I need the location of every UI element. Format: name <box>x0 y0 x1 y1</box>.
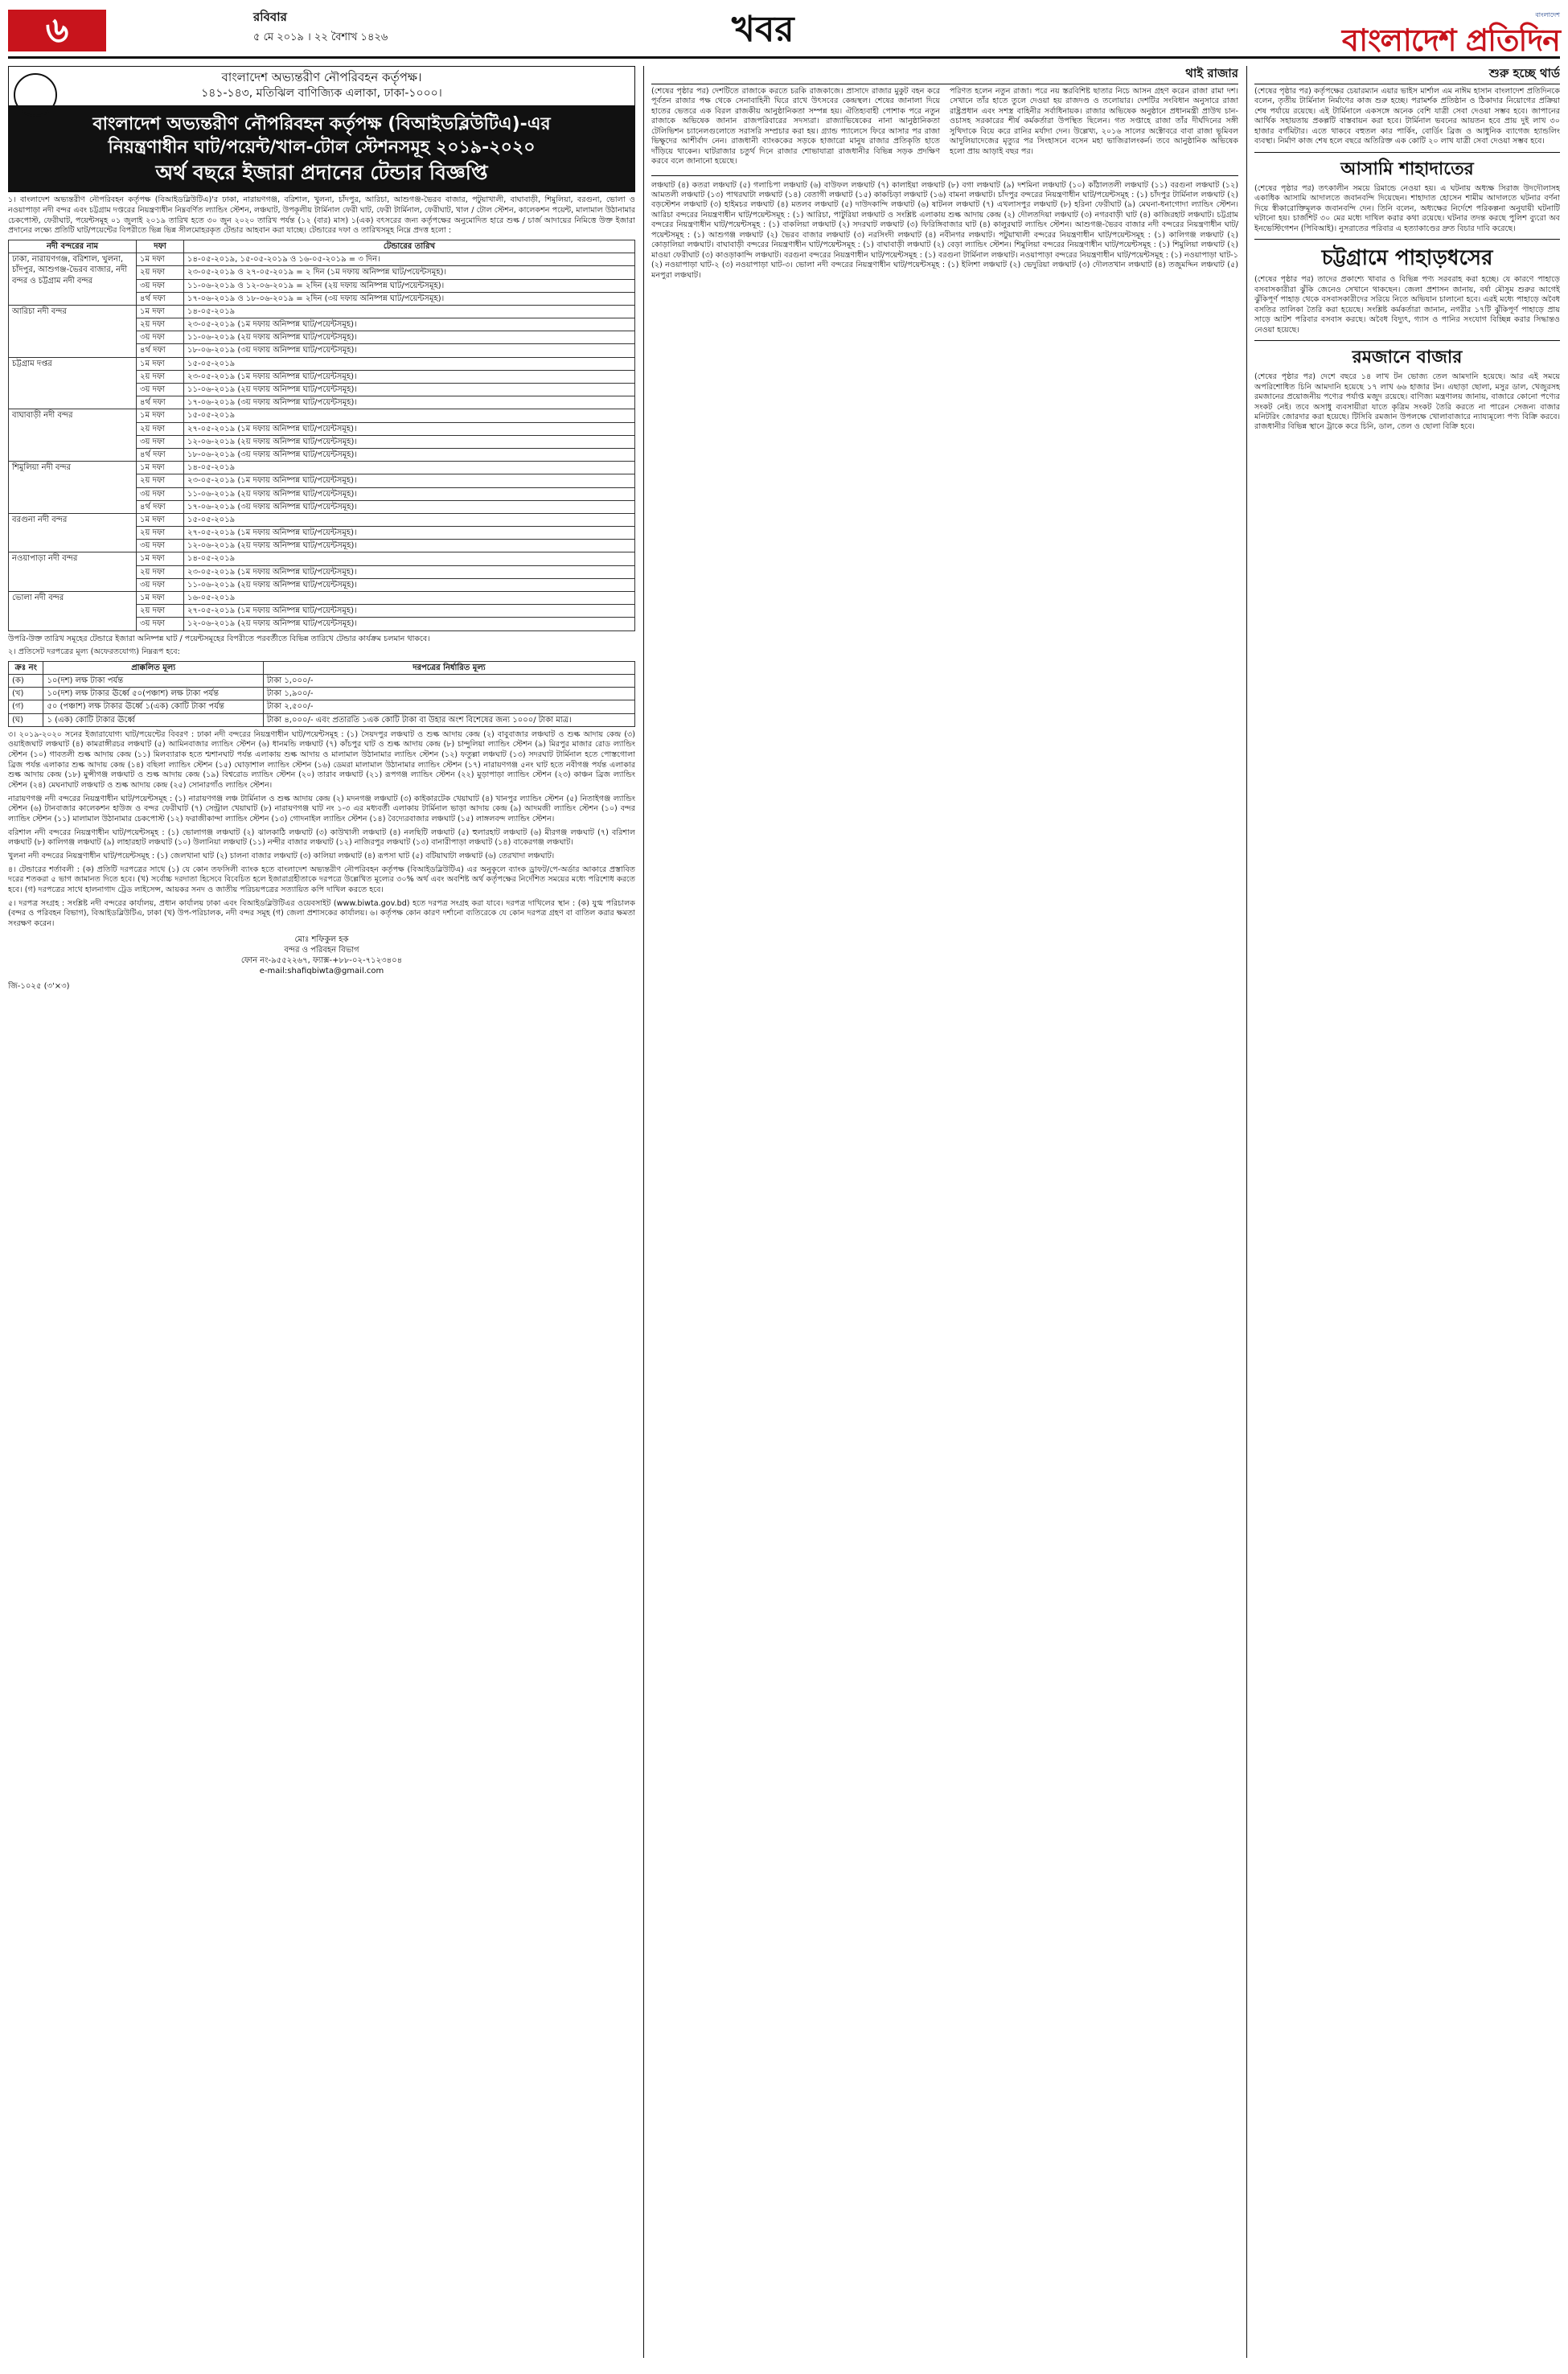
price-header: প্রাক্কলিত মূল্য <box>43 661 263 674</box>
schedule-port: শিমুলিয়া নদী বন্দর <box>9 462 137 514</box>
schedule-phase: ৪র্থ দফা <box>137 396 184 409</box>
schedule-phase: ১ম দফা <box>137 592 184 605</box>
tender-terms: ৪। টেন্ডারের শর্তাবলী : (ক) প্রতিটি দরপত্রের সাথে (১) যে কোন তফসিলী ব্যাংক হতে বাংলাদেশ অভ্যন্তরীণ নৌপরিবহন কর্তৃপক্ষ (বিআইডব্লিউটিএ) এর অনুকূলে ব্যাংক ড্রাফট/পে-অর্ডার আকারে প্রস্তাবিত দরের শতকরা ৫ ভাগ জামানত দিতে হবে। (খ) সর্বোচ্চ দরদাতা হিসেবে বিবেচিত হলে ইজারাগ্রহীতাকে দরপত্রে উল্লেখিত মূল্যের ৩০% অর্থ এবং অবশিষ্ট অর্থ কর্তৃপক্ষের নির্দেশিত সময়ের মধ্যে পরিশোধ করতে হবে। (গ) দরপত্রের সাথে হালনাগাদ ট্রেড লাইসেন্স, আয়কর সনদ ও জাতীয় পরিচয়পত্রের সত্যায়িত কপি দাখিল করতে হবে। <box>8 865 635 895</box>
schedule-date: ১৪-০৫-২০১৯ <box>184 305 635 318</box>
tender-collection: ৫। দরপত্র সংগ্রহ : সংশ্লিষ্ট নদী বন্দরের কার্যালয়, প্রধান কার্যালয় ঢাকা এবং বিআইডব্লিউটিএর ওয়েবসাইট (www.biwta.gov.bd) হতে দরপত্র সংগ্রহ করা যাবে। দরপত্র দাখিলের স্থান : (ক) যুগ্ম পরিচালক (বন্দর ও পরিবহন বিভাগ), বিআইডব্লিউটিএ, ঢাকা (খ) উপ-পরিচালক, নদী বন্দর সমূহ (গ) জেলা প্রশাসকের কার্যালয়। ৬। কর্তৃপক্ষ কোন কারণ দর্শানো ব্যতিরেকে যে কোন দরপত্র গ্রহণ বা বাতিল করার ক্ষমতা সংরক্ষণ করেন। <box>8 898 635 928</box>
schedule-date: ২৩-০৫-২০১৯ (১ম দফায় অনিষ্পন্ন ঘাট/পয়েন্টসমূহ)। <box>184 318 635 331</box>
middle-column <box>651 66 1238 2358</box>
schedule-port: চট্টগ্রাম দপ্তর <box>9 357 137 409</box>
tender-schedule-table <box>8 240 635 631</box>
price-row <box>9 675 635 688</box>
price-header: ক্রঃ নং <box>9 661 43 674</box>
schedule-date: ২৭-০৫-২০১৯ (১ম দফায় অনিষ্পন্ন ঘাট/পয়েন্টসমূহ)। <box>184 422 635 435</box>
schedule-header: নদী বন্দরের নাম <box>9 240 137 253</box>
schedule-date: ২৭-০৫-২০১৯ (১ম দফায় অনিষ্পন্ন ঘাট/পয়েন্টসমূহ)। <box>184 527 635 540</box>
signatory-name: মোঃ শফিকুল হক <box>294 934 349 944</box>
schedule-phase: ২য় দফা <box>137 605 184 618</box>
tender-intro: ১। বাংলাদেশ অভ্যন্তরীণ নৌপরিবহন কর্তৃপক্ষ (বিআইডব্লিউটিএ)'র ঢাকা, নারায়ণগঞ্জ, বরিশাল, খুলনা, চাঁদপুর, আরিচা, আশুগঞ্জ-ভৈরব বাজার, পটুয়াখালী, বাঘাবাড়ী, শিমুলিয়া, বরগুনা, ভোলা ও নওয়াপাড়া নদী বন্দর এবং চট্টগ্রাম দপ্তরের নিয়ন্ত্রণাধীন নিম্নবর্ণিত ল্যান্ডিং স্টেশন, লঞ্চঘাট, উপকূলীয় টার্মিনাল ফেরী ঘাট, ফেরী টার্মিনাল, ফেরীঘাট, খাল / টোল স্টেশন, কালেকশন পয়েন্ট, মালামাল উঠানামার চেকপোস্ট, ফেরীঘাট, পয়েন্টসমূহ ০১ জুলাই ২০১৯ তারিখ হতে ৩০ জুন ২০২০ তারিখ পর্যন্ত (১২ (বার) মাস) ১(এক) বৎসরের জন্য কর্তৃপক্ষের অনুমোদিত হারে শুল্ক / চার্জ আদায়ের নিমিত্তে উক্ত ইজারা প্রদানের লক্ষ্যে প্রতিটি ঘাট/পয়েন্টের বিপরীতে ভিন্ন ভিন্ন সীলমোহরকৃত টেন্ডার আহবান করা যাচ্ছে। টেন্ডারের দফা ও তারিখসমূহ নিম্নে প্রদত্ত হলো : <box>8 195 635 236</box>
story-kicker-third-terminal[interactable]: শুরু হচ্ছে থার্ড <box>1254 66 1560 84</box>
schedule-note: উপরি-উক্ত তারিখ সমূহের টেন্ডারে ইজারা অনিষ্পন্ন ঘাট / পয়েন্টসমূহের বিপরীতে পরবর্তীতে বিভিন্ন তারিখে টেন্ডার কার্যক্রম চলমান থাকবে। <box>8 634 430 643</box>
price-amount: টাকা ২,৫০০/- <box>263 700 634 713</box>
schedule-row <box>9 409 635 422</box>
schedule-date: ২৩-০৫-২০১৯ (১ম দফায় অনিষ্পন্ন ঘাট/পয়েন্টসমূহ)। <box>184 565 635 578</box>
schedule-phase: ২য় দফা <box>137 370 184 383</box>
tender-signature <box>8 934 635 977</box>
right-column <box>1254 66 1560 2358</box>
newspaper-logo[interactable] <box>1342 11 1560 60</box>
schedule-phase: ২য় দফা <box>137 565 184 578</box>
story-ctg-landslide: (শেষের পৃষ্ঠার পর) তাদের প্রকাশ্যে খাবার ও বিভিন্ন পণ্য সরবরাহ করা হচ্ছে। যে কারণে পাহাড়ে বসবাসকারীরা ঝুঁকি জেনেও সেখানে থাকছেন। জেলা প্রশাসন জানায়, বর্ষা মৌসুম শুরুর আগেই ঝুঁকিপূর্ণ পাহাড় থেকে বসবাসকারীদের সরিয়ে নিতে অভিযান চালানো হবে। এরই মধ্যে পাহাড়ে অবৈধ বসতির তালিকা তৈরি করা হয়েছে। সংশ্লিষ্ট কর্মকর্তারা জানান, নগরীর ১৭টি ঝুঁকিপূর্ণ পাহাড়ে প্রায় সাড়ে আটশ পরিবার বসবাস করছে। অবৈধ বিদ্যুৎ, গ্যাস ও পানির সংযোগ বিচ্ছিন্ন করার সিদ্ধান্তও নেওয়া হয়েছে। <box>1254 275 1560 335</box>
divider <box>1254 239 1560 240</box>
schedule-date: ১৮-০৬-২০১৯ (৩য় দফায় অনিষ্পন্ন ঘাট/পয়েন্টসমূহ)। <box>184 344 635 357</box>
schedule-port: ভোলা নদী বন্দর <box>9 592 137 631</box>
schedule-row <box>9 357 635 370</box>
schedule-date: ১৭-০৬-২০১৯ (৩য় দফায় অনিষ্পন্ন ঘাট/পয়েন্টসমূহ)। <box>184 500 635 513</box>
price-amount: টাকা ১,৯০০/- <box>263 688 634 700</box>
schedule-phase: ৩য় দফা <box>137 540 184 552</box>
schedule-header: দফা <box>137 240 184 253</box>
price-estimate: ১ (এক) কোটি টাকার ঊর্ধ্বে <box>43 713 263 726</box>
schedule-phase: ১ম দফা <box>137 513 184 526</box>
divider <box>651 175 1238 176</box>
schedule-date: ২৭-০৫-২০১৯ (১ম দফায় অনিষ্পন্ন ঘাট/পয়েন্টসমূহ)। <box>184 605 635 618</box>
price-header: দরপত্রের নির্ধারিত মূল্য <box>263 661 634 674</box>
column-divider <box>1246 66 1247 2358</box>
tender-title-line2: নিয়ন্ত্রণাধীন ঘাট/পয়েন্ট/খাল-টোল স্টেশনসমূহ ২০১৯-২০২০ <box>108 138 536 158</box>
price-amount: টাকা ১,০০০/- <box>263 675 634 688</box>
headline-ctg-landslide[interactable]: চট্টগ্রামে পাহাড়ধসের <box>1321 245 1493 270</box>
price-estimate: ১০(দশ) লক্ষ টাকার ঊর্ধ্বে ৫০(পঞ্চাশ) লক্ষ টাকা পর্যন্ত <box>43 688 263 700</box>
tender-address: ১৪১-১৪৩, মতিঝিল বাণিজ্যিক এলাকা, ঢাকা-১০০০। <box>201 86 442 100</box>
schedule-date: ১১-০৬-২০১৯ (২য় দফায় অনিষ্পন্ন ঘাট/পয়েন্টসমূহ)। <box>184 578 635 591</box>
tender-notice <box>8 66 635 2358</box>
schedule-row <box>9 592 635 605</box>
story-kicker-thai-king[interactable]: থাই রাজার <box>651 66 1238 84</box>
schedule-row <box>9 462 635 474</box>
story-ramadan-market: (শেষের পৃষ্ঠার পর) দেশে বছরে ১৪ লাখ টন ভোজ্য তেল আমদানি হয়েছে। আর এই সময়ে অপরিশোধিত চিনি আমদানি হয়েছে ১৭ লাখ ৬৬ হাজার টন। এছাড়া ছোলা, মসুর ডাল, খেজুরসহ রমজানের প্রয়োজনীয় পণ্যের পর্যাপ্ত মজুদ রয়েছে। বাণিজ্য মন্ত্রণালয় জানায়, বাজারে কোনো পণ্যের সংকট নেই। তবে অসাধু ব্যবসায়ীরা যাতে কৃত্রিম সংকট তৈরি করতে না পারেন সেজন্য বাজার মনিটরিং জোরদার করা হয়েছে। টিসিবি রমজান উপলক্ষে খোলাবাজারে ন্যায্যমূল্যে পণ্য বিক্রি করবে। রাজধানীর বিভিন্ন স্থানে ট্রাকে করে চিনি, ডাল, তেল ও ছোলা বিক্রি হবে। <box>1254 372 1560 432</box>
schedule-date: ২৩-০৫-২০১৯ (১ম দফায় অনিষ্পন্ন ঘাট/পয়েন্টসমূহ)। <box>184 474 635 487</box>
schedule-phase: ২য় দফা <box>137 266 184 279</box>
schedule-phase: ৪র্থ দফা <box>137 448 184 461</box>
tender-ref <box>8 981 635 992</box>
schedule-date: ১১-০৬-২০১৯ ও ১২-০৬-২০১৯ = ২দিন (২য় দফায় অনিষ্পন্ন ঘাট/পয়েন্টসমূহ)। <box>184 279 635 292</box>
tender-body-khulna: খুলনা নদী বন্দরের নিয়ন্ত্রণাধীন ঘাট/পয়েন্টসমূহ : (১) জেলখানা ঘাট (২) চালনা বাজার লঞ্চঘাট (৩) কালিয়া লঞ্চঘাট (৪) রূপসা ঘাট (৫) বটিয়াঘাটা লঞ্চঘাট (৬) তেরখাদা লঞ্চঘাট। <box>8 852 555 861</box>
price-amount: টাকা ৪,০০০/- এবং প্রতারতি ১এক কোটি টাকা বা উহার অংশ বিশেষের জন্য ১০০০/ টাকা মাত্র। <box>263 713 634 726</box>
tender-header <box>8 66 635 106</box>
schedule-phase: ৩য় দফা <box>137 279 184 292</box>
gd-ref: জি-১০২৫ (৩'×৩) <box>8 982 70 992</box>
schedule-date: ১২-০৬-২০১৯ (২য় দফায় অনিষ্পন্ন ঘাট/পয়েন্টসমূহ)। <box>184 540 635 552</box>
schedule-date: ১৭-০৬-২০১৯ (৩য় দফায় অনিষ্পন্ন ঘাট/পয়েন্টসমূহ)। <box>184 396 635 409</box>
tender-body-narayanganj: নারায়ণগঞ্জ নদী বন্দরের নিয়ন্ত্রণাধীন ঘাট/পয়েন্টসমূহ : (১) নারায়ণগঞ্জ লঞ্চ টার্মিনাল ও শুল্ক আদায় কেন্দ্র (২) মদনগঞ্জ লঞ্চঘাট (৩) কাইকারটেক খেয়াঘাট (৪) খানপুর ল্যান্ডিং স্টেশন (৫) নিতাইগঞ্জ ল্যান্ডিং স্টেশন (৬) টানবাজার কালেকশন হাউজ ও বন্দর ফেরীঘাট (৭) সেন্ট্রাল খেয়াঘাট (৮) নারায়ণগঞ্জ ঘাট নং ১-৩ এর মধ্যবর্তী এলাকায় টার্মিনাল ভাড়া আদায় কেন্দ্র (৯) আদমজী ল্যান্ডিং স্টেশন (১০) বন্দর ল্যান্ডিং স্টেশন (১১) মালামাল উঠানামার চেকপোস্ট (১২) ফরাজীকান্দা ল্যান্ডিং স্টেশন (১৩) গোদনাইল ল্যান্ডিং স্টেশন (১৪) বৈদ্যেরবাজার লঞ্চঘাট (১৫) লাঙ্গলবন্দ ল্যান্ডিং স্টেশন। <box>8 794 635 824</box>
schedule-phase: ৩য় দফা <box>137 578 184 591</box>
schedule-date: ১২-০৬-২০১৯ (২য় দফায় অনিষ্পন্ন ঘাট/পয়েন্টসমূহ)। <box>184 435 635 448</box>
divider <box>1254 152 1560 153</box>
schedule-port: আরিচা নদী বন্দর <box>9 305 137 357</box>
logo-name: বাংলাদেশ প্রতিদিন <box>1341 21 1560 58</box>
schedule-row <box>9 253 635 266</box>
issue-day: রবিবার <box>253 10 287 24</box>
schedule-date: ১১-০৬-২০১৯ (২য় দফায় অনিষ্পন্ন ঘাট/পয়েন্টসমূহ)। <box>184 487 635 500</box>
schedule-port: ঢাকা, নারায়ণগঞ্জ, বরিশাল, খুলনা, চাঁদপুর, আশুগঞ্জ-ভৈরব বাজার, নদী বন্দর ও চট্টগ্রাম নদী বন্দর <box>9 253 137 306</box>
schedule-phase: ৩য় দফা <box>137 487 184 500</box>
masthead <box>8 6 1560 59</box>
schedule-date: ১৭-০৬-২০১৯ ও ১৮-০৬-২০১৯ = ২দিন (৩য় দফায় অনিষ্পন্ন ঘাট/পয়েন্টসমূহ)। <box>184 292 635 305</box>
schedule-date: ১৪-০৫-২০১৯ <box>184 462 635 474</box>
schedule-phase: ২য় দফা <box>137 527 184 540</box>
tender-org: বাংলাদেশ অভ্যন্তরীণ নৌপরিবহন কর্তৃপক্ষ। <box>221 70 422 84</box>
tender-title-line3: অর্থ বছরে ইজারা প্রদানের টেন্ডার বিজ্ঞপ্তি <box>155 161 488 185</box>
schedule-phase: ৪র্থ দফা <box>137 500 184 513</box>
headline-accused-shahadat[interactable]: আসামি শাহাদাতের <box>1340 158 1474 179</box>
price-serial: (গ) <box>9 700 43 713</box>
price-estimate: ৫০ (পঞ্চাশ) লক্ষ টাকার ঊর্ধ্বে ১(এক) কোটি টাকা পর্যন্ত <box>43 700 263 713</box>
schedule-port: বাঘাবাড়ী নদী বন্দর <box>9 409 137 462</box>
schedule-phase: ৩য় দফা <box>137 384 184 396</box>
thai-king-story <box>651 87 1238 170</box>
schedule-port: বরগুনা নদী বন্দর <box>9 513 137 552</box>
thai-king-col2: পরিণত হলেন নতুন রাজা। পরে নয় স্তরবিশিষ্ট ছাতার নিচে আসন গ্রহণ করেন রাজা রামা দশ। সেখানে তাঁর হাতে তুলে দেওয়া হয় রাজদণ্ড ও তলোয়ার। দেশটির সংবিধান অনুসারে রাজা রাষ্ট্রপ্রধান এবং সশস্ত্র বাহিনীর সর্বাধিনায়ক। রাজার অভিষেক অনুষ্ঠানে প্রধানমন্ত্রী প্রাউথ চান-ওচাসহ সরকারের শীর্ষ কর্মকর্তারা উপস্থিত ছিলেন। গত সপ্তাহে রাজা তাঁর দীর্ঘদিনের সঙ্গী সুথিদাকে বিয়ে করে রানির মর্যাদা দেন। উল্লেখ্য, ২০১৬ সালের অক্টোবরে বাবা রাজা ভূমিবল আদুলিয়াদেজের মৃত্যুর পর সিংহাসনে বসেন মহা ভাজিরালংকর্ন। তবে আনুষ্ঠানিক অভিষেক হলো প্রায় আড়াই বছর পর। <box>950 86 1238 156</box>
schedule-phase: ৩য় দফা <box>137 331 184 344</box>
price-row <box>9 688 635 700</box>
story-accused-shahadat: (শেষের পৃষ্ঠার পর) তৎকালীন সময়ে রিমান্ডে নেওয়া হয়। এ ঘটনায় অধ্যক্ষ সিরাজ উদদৌলাসহ একাধিক আসামি আদালতে জবানবন্দি দিয়েছেন। শাহাদাত হোসেন শামীম আদালতে ঘটনার বর্ণনা দিয়ে স্বীকারোক্তিমূলক জবানবন্দি দেন। তিনি বলেন, অধ্যক্ষের নির্দেশে পরিকল্পনা অনুযায়ী ঘটনাটি ঘটানো হয়। চার্জশিট ৩০ মের মধ্যে দাখিল করার কথা রয়েছে। ঘটনার তদন্ত করছে পুলিশ ব্যুরো অব ইনভেস্টিগেশন (পিবিআই)। নুসরাতের পরিবার এ হত্যাকাণ্ডের দ্রুত বিচার দাবি করেছে। <box>1254 183 1560 233</box>
signatory-phone: ফোন নং-৯৫৫২২৬৭, ফ্যাক্স-+৮৮-০২-৭১২৩৪০৪ <box>240 956 403 966</box>
schedule-date: ১৫-০৫-২০১৯ <box>184 513 635 526</box>
schedule-phase: ২য় দফা <box>137 474 184 487</box>
schedule-phase: ৪র্থ দফা <box>137 344 184 357</box>
issue-date: ৫ মে ২০১৯ । ২২ বৈশাখ ১৪২৬ <box>253 31 388 43</box>
thai-king-col1: (শেষের পৃষ্ঠার পর) দেশটিতে রাজাকে করতে চরকি রাজকাজে। প্রাসাদে রাজার মুকুট বহন করে পূর্বতন রাজার পক্ষ থেকে সেনাবাহিনী ঘিরে রাখে উৎসবের কেন্দ্রস্থল। শেষের জানালা দিয়ে হাতের ভেতরে এক বিরল রাজকীয় আনুষ্ঠানিকতা সম্পন্ন হয়। ঐতিহ্যবাহী পোশাক পরে নতুন রাজাকে অভিষেক জানান রাজপরিবারের সদস্যরা। রাজ্যাভিষেকের নানা আনুষ্ঠানিকতা টেলিভিশন চ্যানেলগুলোতে সরাসরি সম্প্রচার করা হয়। গ্র্যান্ড প্যালেসে ফিরে আসার পর রাজা ভিক্ষুদের আশীর্বাদ নেন। রাজধানী ব্যাংককের সড়কে হাজারো মানুষ রাজার প্রতিকৃতি হাতে দাঁড়িয়ে থাকেন। ঘাটরাজার চতুর্থ দিনে রাজার শোভাযাত্রা রাজধানীর বিভিন্ন সড়ক প্রদক্ষিণ করবে বলে জানানো হয়েছে। <box>651 86 940 166</box>
schedule-row <box>9 552 635 565</box>
signatory-title: বন্দর ও পরিবহন বিভাগ <box>284 945 359 955</box>
price-intro: ২। প্রতিসেট দরপত্রের মূল্য (অফেরতযোগ্য) নিম্নরূপ হবে: <box>8 647 180 657</box>
tender-title-banner <box>8 106 635 192</box>
schedule-phase: ১ম দফা <box>137 552 184 565</box>
price-serial: (ঘ) <box>9 713 43 726</box>
price-serial: (ক) <box>9 675 43 688</box>
schedule-phase: ২য় দফা <box>137 318 184 331</box>
schedule-phase: ১ম দফা <box>137 409 184 422</box>
schedule-date: ১৮-০৬-২০১৯ (৩য় দফায় অনিষ্পন্ন ঘাট/পয়েন্টসমূহ)। <box>184 448 635 461</box>
schedule-date: ১২-০৬-২০১৯ (২য় দফায় অনিষ্পন্ন ঘাট/পয়েন্টসমূহ)। <box>184 618 635 630</box>
price-row <box>9 713 635 726</box>
schedule-header: টেন্ডারের তারিখ <box>184 240 635 253</box>
tender-body-barishal: বরিশাল নদী বন্দরের নিয়ন্ত্রণাধীন ঘাট/পয়েন্টসমূহ : (১) ভোলাগঞ্জ লঞ্চঘাট (২) ঝালকাঠি লঞ্চঘাট (৩) কাউখালী লঞ্চঘাট (৪) নলছিটি লঞ্চঘাট (৫) হুলারহাট লঞ্চঘাট (৬) মীরগঞ্জ লঞ্চঘাট (৭) বরিশাল লঞ্চঘাট (৮) কালিগঞ্জ লঞ্চঘাট (৯) লাহারহাট লঞ্চঘাট (১০) উলানিয়া লঞ্চঘাট (১১) নন্দীর বাজার লঞ্চঘাট (১২) নাজিরপুর লঞ্চঘাট (১৩) বানারীপাড়া লঞ্চঘাট (১৪) বাকেরগঞ্জ লঞ্চঘাট। <box>8 828 635 848</box>
price-serial: (খ) <box>9 688 43 700</box>
schedule-row <box>9 305 635 318</box>
tender-list-continued: লঞ্চঘাট (৪) কতরা লঞ্চঘাট (৫) গলাচিপা লঞ্চঘাট (৬) বাউফল লঞ্চঘাট (৭) কালাইয়া লঞ্চঘাট (৮) বগা লঞ্চঘাট (৯) দশমিনা লঞ্চঘাট (১০) কাঁঠালতলী লঞ্চঘাট (১১) বরগুনা লঞ্চঘাট (১২) আমতলী লঞ্চঘাট (১৩) পাথরঘাটা লঞ্চঘাট (১৪) বেতাগী লঞ্চঘাট (১৫) কাকচিড়া লঞ্চঘাট (১৬) বামনা লঞ্চঘাট। চাঁদপুর বন্দরের নিয়ন্ত্রণাধীন ঘাট/পয়েন্টসমূহ : (১) চাঁদপুর টার্মিনাল লঞ্চঘাট (২) বড়স্টেশন লঞ্চঘাট (৩) হাইমচর লঞ্চঘাট (৪) মতলব লঞ্চঘাট (৫) দাউদকান্দি লঞ্চঘাট (৬) ষাটনল লঞ্চঘাট (৭) এখলাসপুর লঞ্চঘাট (৮) হরিনা ফেরীঘাট (৯) মেঘনা-ধনাগোদা ল্যান্ডিং স্টেশন। আরিচা বন্দরের নিয়ন্ত্রণাধীন ঘাট/পয়েন্টসমূহ : (১) আরিচা, পাটুরিয়া লঞ্চঘাট ও সংশ্লিষ্ট এলাকায় শুল্ক আদায় কেন্দ্র (২) দৌলতদিয়া লঞ্চঘাট (৩) নগরবাড়ী ঘাট (৪) কাজিরহাট লঞ্চঘাট। চট্টগ্রাম বন্দরের নিয়ন্ত্রণাধীন ঘাট/পয়েন্টসমূহ : (১) বাকলিয়া লঞ্চঘাট (২) সদরঘাট লঞ্চঘাট (৩) ফিরিঙ্গিবাজার ঘাট (৪) কালুরঘাট ল্যান্ডিং স্টেশন। আশুগঞ্জ-ভৈরব বাজার নদী বন্দরের নিয়ন্ত্রণাধীন ঘাট/পয়েন্টসমূহ : (১) আশুগঞ্জ লঞ্চঘাট (২) ভৈরব বাজার লঞ্চঘাট (৩) নরসিংদী লঞ্চঘাট (৪) নবীনগর লঞ্চঘাট। পটুয়াখালী বন্দরের নিয়ন্ত্রণাধীন ঘাট/পয়েন্টসমূহ : (১) কালিগঞ্জ লঞ্চঘাট (২) কোড়ালিয়া লঞ্চঘাট। বাঘাবাড়ী বন্দরের নিয়ন্ত্রণাধীন ঘাট/পয়েন্টসমূহ : (১) বাঘাবাড়ী লঞ্চঘাট (২) বেড়া ল্যান্ডিং স্টেশন। শিমুলিয়া বন্দরের নিয়ন্ত্রণাধীন ঘাট/পয়েন্টসমূহ : (১) শিমুলিয়া লঞ্চঘাট (২) মাওয়া ফেরীঘাট (৩) কাওড়াকান্দি লঞ্চঘাট। বরগুনা বন্দরের নিয়ন্ত্রণাধীন ঘাট/পয়েন্টসমূহ : (১) বরগুনা টার্মিনাল লঞ্চঘাট। নওয়াপাড়া বন্দরের নিয়ন্ত্রণাধীন ঘাট/পয়েন্টসমূহ : (১) নওয়াপাড়া ঘাট-১ (২) নওয়াপাড়া ঘাট-২ (৩) নওয়াপাড়া ঘাট-৩। ভোলা নদী বন্দরের নিয়ন্ত্রণাধীন ঘাট/পয়েন্টসমূহ : (১) ইলিশা লঞ্চঘাট (২) ভেদুরিয়া লঞ্চঘাট (৩) দৌলতখান লঞ্চঘাট (৪) তজুমদ্দিন লঞ্চঘাট (৫) মনপুরা লঞ্চঘাট। <box>651 180 1238 280</box>
story-third-terminal: (শেষের পৃষ্ঠার পর) কর্তৃপক্ষের চেয়ারম্যান এয়ার ভাইস মার্শাল এম নাঈম হাসান বাংলাদেশ প্রতিদিনকে বলেন, তৃতীয় টার্মিনাল নির্মাণের কাজ শুরু হচ্ছে। পরামর্শক প্রতিষ্ঠান ও ঠিকাদার নিয়োগের প্রক্রিয়া শেষ পর্যায়ে রয়েছে। এই টার্মিনালে একসঙ্গে অনেক বেশি যাত্রী সেবা দেওয়া সম্ভব হবে। জাপানের আর্থিক সহায়তায় প্রকল্পটি বাস্তবায়ন করা হবে। টার্মিনাল ভবনের আয়তন হবে প্রায় দুই লাখ ৩০ হাজার বর্গমিটার। এতে থাকবে বহুতল কার পার্কিং, বোর্ডিং ব্রিজ ও আধুনিক ব্যাগেজ হ্যান্ডলিং ব্যবস্থা। নির্মাণ কাজ শেষ হলে বছরে অতিরিক্ত এক কোটি ২০ লাখ যাত্রী সেবা দেওয়া সম্ভব হবে। <box>1254 86 1560 146</box>
price-row <box>9 700 635 713</box>
schedule-phase: ৩য় দফা <box>137 618 184 630</box>
schedule-date: ১৫-০৫-২০১৯ <box>184 409 635 422</box>
biwta-emblem-icon <box>14 73 57 117</box>
price-estimate: ১০(দশ) লক্ষ টাকা পর্যন্ত <box>43 675 263 688</box>
tender-price-table <box>8 661 635 727</box>
schedule-date: ২৩-০৫-২০১৯ ও ২৭-০৫-২০১৯ = ২ দিন (১ম দফায় অনিষ্পন্ন ঘাট/পয়েন্টসমূহ)। <box>184 266 635 279</box>
schedule-date: ১১-০৬-২০১৯ (২য় দফায় অনিষ্পন্ন ঘাট/পয়েন্টসমূহ)। <box>184 384 635 396</box>
logo-tag: বাংলাদেশ <box>1535 11 1560 18</box>
schedule-date: ১৫-০৫-২০১৯ <box>184 357 635 370</box>
schedule-date: ১৬-০৫-২০১৯ <box>184 592 635 605</box>
schedule-phase: ১ম দফা <box>137 305 184 318</box>
schedule-phase: ১ম দফা <box>137 357 184 370</box>
schedule-port: নওয়াপাড়া নদী বন্দর <box>9 552 137 592</box>
column-divider <box>643 66 644 2358</box>
signatory-email[interactable]: e-mail:shafiqbiwta@gmail.com <box>259 967 384 976</box>
schedule-phase: ২য় দফা <box>137 422 184 435</box>
schedule-phase: ৪র্থ দফা <box>137 292 184 305</box>
schedule-row <box>9 513 635 526</box>
tender-body-dhaka: ৩। ২০১৯-২০২০ সনের ইজারাযোগ্য ঘাট/পয়েন্টের বিবরণ : ঢাকা নদী বন্দরের নিয়ন্ত্রণাধীন ঘাট/পয়েন্টসমূহ : (১) সৈয়দপুর লঞ্চঘাট ও শুল্ক আদায় কেন্দ্র (২) বাবুবাজার লঞ্চঘাট ও শুল্ক আদায় কেন্দ্র (৩) ওয়াইজঘাট লঞ্চঘাট (৪) কামরাঙ্গীরচর লঞ্চঘাট (৫) আমিনবাজার ল্যান্ডিং স্টেশন (৬) ধানমন্ডি লঞ্চঘাট (৭) কাঁচপুর ঘাট ও শুল্ক আদায় কেন্দ্র (৮) চান্দুলিয়া ল্যান্ডিং স্টেশন (৯) মিরপুর মাজার রোড ল্যান্ডিং স্টেশন (১০) গাবতলী শুল্ক আদায় কেন্দ্র (১১) মিলব্যারাক হতে শ্মশানঘাট পর্যন্ত এলাকায় শুল্ক আদায় ও মালামাল উঠানামার ল্যান্ডিং স্টেশন (১২) ফতুল্লা লঞ্চঘাট (১৩) সদরঘাট টার্মিনাল হতে পোস্তগোলা ব্রিজ পর্যন্ত এলাকার শুল্ক আদায় কেন্দ্র (১৪) বছিলা ল্যান্ডিং স্টেশন (১৫) ঘোড়াশাল ল্যান্ডিং স্টেশন (১৬) ডেমরা মালামাল উঠানামার ল্যান্ডিং স্টেশন (১৭) নারায়ণগঞ্জ ৫নং ঘাট হতে নবীগঞ্জ পর্যন্ত এলাকার শুল্ক আদায় কেন্দ্র (১৮) মুন্সীগঞ্জ লঞ্চঘাট ও শুল্ক আদায় কেন্দ্র (১৯) বিশ্বরোড ল্যান্ডিং স্টেশন (২০) তারাব লঞ্চঘাট (২১) রূপগঞ্জ ল্যান্ডিং স্টেশন (২২) মুড়াপাড়া ল্যান্ডিং স্টেশন (২৩) কাঞ্চন ব্রিজ ল্যান্ডিং স্টেশন (২৪) মেঘনাঘাট লঞ্চঘাট ও শুল্ক আদায় কেন্দ্র (২৫) সোনারগাঁও ল্যান্ডিং স্টেশন। <box>8 729 635 791</box>
schedule-date: ১৪-০৫-২০১৯ <box>184 552 635 565</box>
schedule-phase: ১ম দফা <box>137 253 184 266</box>
section-title: খবর <box>732 9 794 50</box>
schedule-phase: ৩য় দফা <box>137 435 184 448</box>
divider <box>1254 340 1560 341</box>
schedule-date: ১৪-০৫-২০১৯, ১৫-০৫-২০১৯ ও ১৬-০৫-২০১৯ = ৩ দিন। <box>184 253 635 266</box>
headline-ramadan-market[interactable]: রমজানে বাজার <box>1352 347 1463 368</box>
tender-title-line1: বাংলাদেশ অভ্যন্তরীণ নৌপরিবহন কর্তৃপক্ষ (বিআইডব্লিউটিএ)-এর <box>92 114 551 135</box>
schedule-date: ২৩-০৫-২০১৯ (১ম দফায় অনিষ্পন্ন ঘাট/পয়েন্টসমূহ)। <box>184 370 635 383</box>
schedule-phase: ১ম দফা <box>137 462 184 474</box>
page-number: ৬ <box>8 10 106 51</box>
schedule-date: ১১-০৬-২০১৯ (২য় দফায় অনিষ্পন্ন ঘাট/পয়েন্টসমূহ)। <box>184 331 635 344</box>
